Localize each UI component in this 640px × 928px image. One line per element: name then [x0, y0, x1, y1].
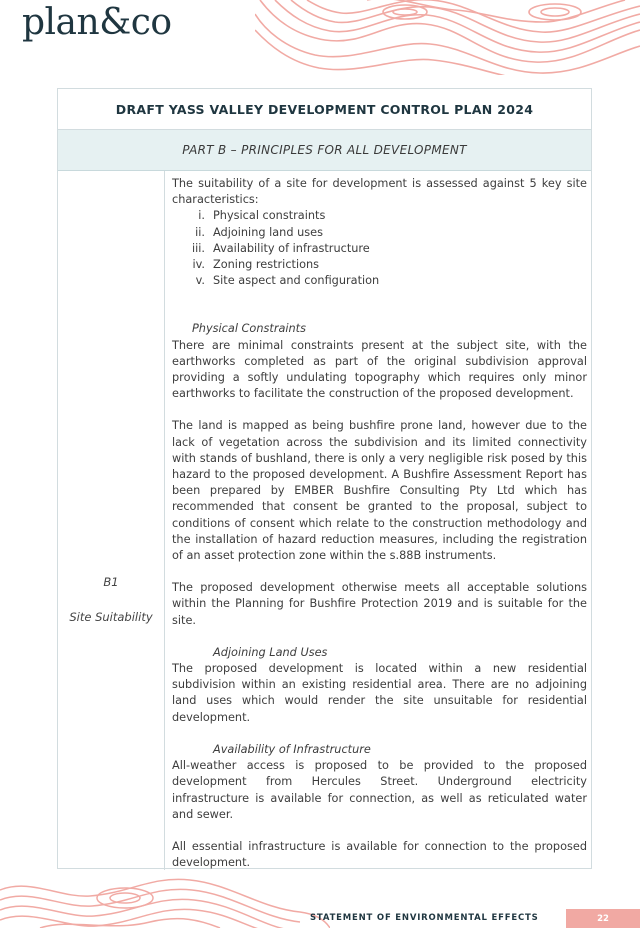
adjoining-land-uses-heading: Adjoining Land Uses — [213, 645, 328, 659]
control-label-cell — [58, 171, 165, 870]
list-item: iv. Zoning restrictions — [192, 258, 320, 272]
topographic-contour-decoration-bottom — [0, 868, 330, 928]
physical-paragraph-2: The land is mapped as being bushfire prone land, however due to the lack of vegetation across the subdivision and its limited connectivity with stands of bushland, there is only a very negligible risk posed by this hazard to the proposed development. A Bushfire Assessment Report has been prepared by EMBER Bushfire Consulting Pty Ltd which has recommended that consent be granted to the proposal, subject to conditions of consent which relate to the construction methodology and the installation of hazard reduction measures, including the registration of an asset protection zone within the s.88B instruments. — [172, 419, 587, 563]
list-item: ii. Adjoining land uses — [195, 225, 323, 239]
physical-paragraph-3: The proposed development otherwise meets all acceptable solutions within the Planning for Bushfire Protection 2019 and is suitable for the site. — [172, 581, 587, 627]
physical-constraints-heading: Physical Constraints — [192, 322, 307, 336]
page-number-badge: 22 — [566, 909, 640, 928]
intro-paragraph: The suitability of a site for development is assessed against 5 key site characteristics: — [172, 177, 587, 207]
control-content-cell — [172, 176, 587, 871]
plan-co-logo: plan&co — [22, 2, 172, 43]
list-item: iii. Availability of infrastructure — [191, 241, 370, 255]
table-body-row — [58, 171, 591, 870]
adjoining-paragraph: The proposed development is located within a new residential subdivision within an existing residential area. There are no adjoining land uses which would render the site unsuitable for residential development. — [172, 662, 587, 724]
characteristics-list — [172, 208, 587, 289]
table-title: DRAFT YASS VALLEY DEVELOPMENT CONTROL PLAN 2024 — [58, 89, 591, 130]
footer-document-title: STATEMENT OF ENVIRONMENTAL EFFECTS — [310, 913, 539, 923]
topographic-contour-decoration-top — [255, 0, 640, 75]
control-title: Site Suitability — [69, 610, 153, 624]
infrastructure-heading: Availability of Infrastructure — [213, 742, 371, 756]
table-part-heading: PART B – PRINCIPLES FOR ALL DEVELOPMENT — [58, 130, 591, 171]
infrastructure-paragraph-2: All essential infrastructure is available for connection to the proposed development. — [172, 839, 587, 870]
list-item: i. Physical constraints — [198, 209, 326, 223]
infrastructure-paragraph-1: All-weather access is proposed to be provided to the proposed development from Hercules Street. Underground electricity infrastructure is available for connection, as well as reticulated water and sewer. — [172, 759, 587, 821]
physical-paragraph-1: There are minimal constraints present at the subject site, with the earthworks completed as part of the original subdivision approval providing a softly undulating topography which requires only minor earthworks to facilitate the construction of the proposed development. — [172, 338, 587, 401]
list-item: v. Site aspect and configuration — [195, 274, 380, 288]
control-code: B1 — [103, 575, 119, 589]
dcp-table — [57, 88, 592, 869]
